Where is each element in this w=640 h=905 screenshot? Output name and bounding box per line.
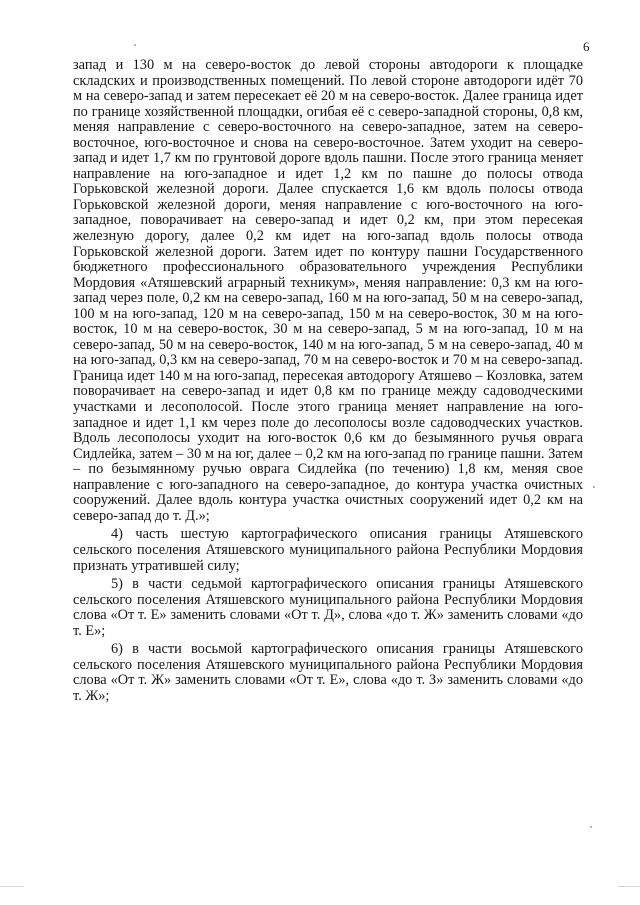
- amendment-item-4: 4) часть шестую картографического описания границы Атяшевского сельского поселения Атяшевского муниципального района Республики Мордовия признать утратившей силу;: [73, 526, 583, 574]
- boundary-description-paragraph: запад и 130 м на северо-восток до левой стороны автодороги к площадке складских и производственных помещений. По левой стороне автодороги идёт 70 м на северо-запад и затем пересекает её 20 м на северо-восток. Далее граница идет по границе хозяйственной площадки, огибая её с северо-западной стороны, 0,8 км, меняя направление с северо-восточного на северо-западное, затем на северо-восточное, юго-восточное и снова на северо-восточное. Затем уходит на северо-запад и идет 1,7 км по грунтовой дороге вдоль пашни. После этого граница меняет направление на юго-западное и идет 1,2 км по пашне до полосы отвода Горьковской железной дороги. Далее спускается 1,6 км вдоль полосы отвода Горьковской железной дороги, меняя направление с юго-восточного на юго-западное, поворачивает на северо-запад и идет 0,2 км, при этом пересекая железную дорогу, далее 0,2 км идет на юго-запад вдоль полосы отвода Горьковской железной дороги. Затем идет по контуру пашни Государственного бюджетного профессионального образовательного учреждения Республики Мордовия «Атяшевский аграрный техникум», меняя направление: 0,3 км на юго-запад через поле, 0,2 км на северо-запад, 160 м на юго-запад, 50 м на северо-запад, 100 м на юго-запад, 120 м на северо-запад, 150 м на северо-восток, 30 м на юго-восток, 10 м на северо-восток, 30 м на северо-запад, 5 м на юго-запад, 10 м на северо-запад, 50 м на северо-восток, 140 м на юго-запад, 5 м на северо-запад, 40 м на юго-запад, 0,3 км на северо-запад, 70 м на северо-восток и 70 м на северо-запад. Граница идет 140 м на юго-запад, пересекая автодорогу Атяшево – Козловка, затем поворачивает на северо-запад и идет 0,8 км по границе между садоводческими участками и лесополосой. После этого граница меняет направление на юго-западное и идет 1,1 км через поле до лесополосы возле садоводческих участков. Вдоль лесополосы уходит на юго-восток 0,6 км до безымянного ручья оврага Сидлейка, затем – 30 м на юг, далее – 0,2 км на юго-запад по границе пашни. Затем – по безымянному ручью оврага Сидлейка (по течению) 1,8 км, меняя свое направление с юго-западного на северо-западное, до контура участка очистных сооружений. Далее вдоль контура участка очистных сооружений идет 0,2 км на северо-запад до т. Д.»;: [73, 57, 583, 524]
- scan-speck: [134, 44, 136, 46]
- amendment-item-5: 5) в части седьмой картографического описания границы Атяшевского сельского поселения Атяшевского муниципального района Республики Мордовия слова «От т. Е» заменить словами «От т. Д», слова «до т. Ж» заменить словами «до т. Е»;: [73, 576, 583, 639]
- scan-edge-mark: [0, 886, 24, 887]
- scan-speck: [590, 826, 592, 828]
- document-body: [73, 58, 583, 704]
- page-number: 6: [583, 39, 590, 54]
- scan-edge-mark: [618, 886, 640, 887]
- scan-speck: [593, 486, 595, 488]
- amendment-item-6: 6) в части восьмой картографического описания границы Атяшевского сельского поселения Атяшевского муниципального района Республики Мордовия слова «От т. Ж» заменить словами «От т. Е», слова «до т. З» заменить словами «до т. Ж»;: [73, 641, 583, 704]
